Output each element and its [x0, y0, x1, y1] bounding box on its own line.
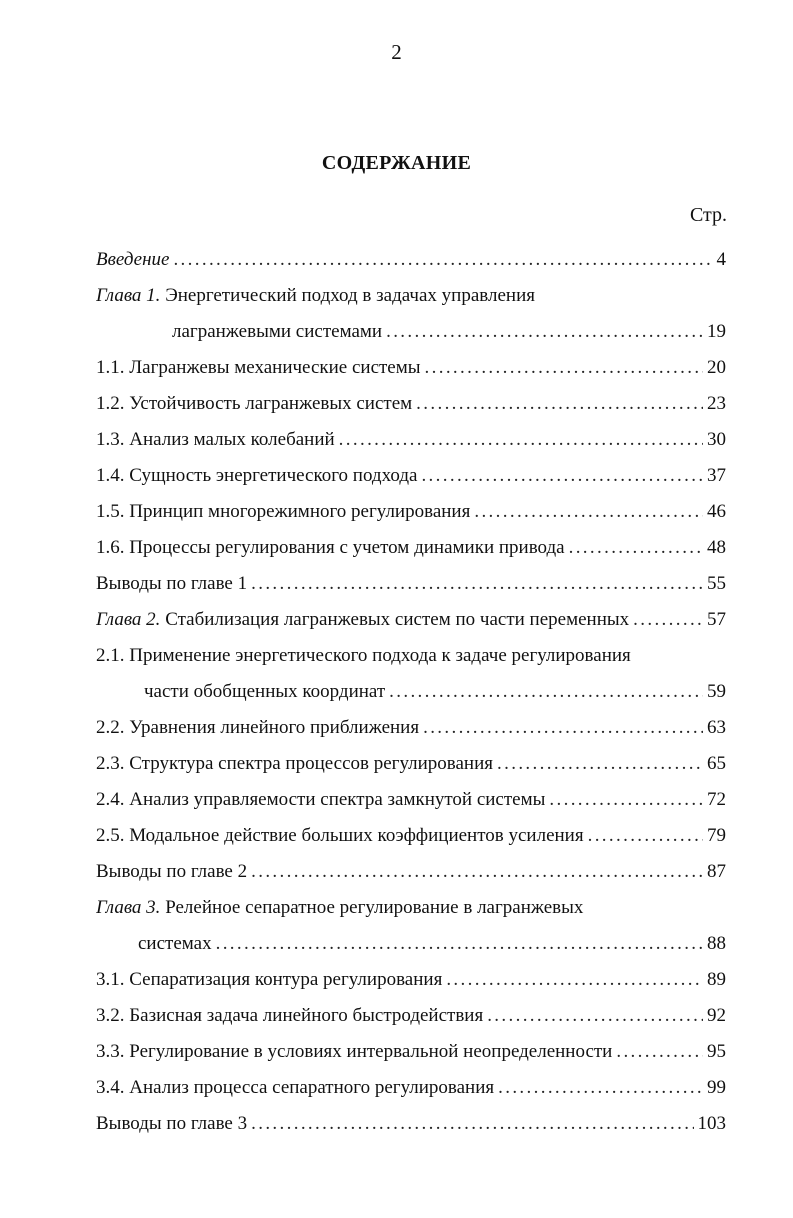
- toc-entry-label: 1.3. Анализ малых колебаний: [96, 429, 335, 450]
- toc-entry[interactable]: [96, 1074, 726, 1110]
- dot-leader: [498, 1074, 703, 1102]
- dot-leader: [474, 498, 703, 526]
- pages-column-label: Стр.: [689, 204, 727, 226]
- toc-entry[interactable]: [96, 426, 726, 462]
- toc-entry[interactable]: [96, 462, 726, 498]
- toc-entry-page: 48: [707, 537, 726, 558]
- toc-entry-label: 2.4. Анализ управляемости спектра замкнутой системы: [96, 789, 546, 810]
- dot-leader: [616, 1038, 703, 1066]
- dot-leader: [386, 318, 703, 346]
- toc-entry-first-line[interactable]: [96, 642, 726, 678]
- toc-entry-chapter-summary[interactable]: [96, 858, 726, 894]
- dot-leader: [251, 570, 703, 598]
- toc-entry-label: системах: [138, 933, 212, 954]
- toc-entry-page: 72: [707, 789, 726, 810]
- dot-leader: [216, 930, 703, 958]
- toc-entry[interactable]: [96, 390, 726, 426]
- dot-leader: [421, 462, 703, 490]
- toc-entry-label: 2.3. Структура спектра процессов регулирования: [96, 753, 494, 774]
- toc-entry-page: 30: [707, 429, 726, 450]
- toc-entry-page: 87: [707, 861, 726, 882]
- toc-entry-label: 3.1. Сепаратизация контура регулирования: [96, 969, 443, 990]
- toc-chapter-heading[interactable]: [96, 894, 726, 930]
- toc-entry-label: Выводы по главе 1: [96, 573, 248, 594]
- toc-entry-page: 88: [707, 933, 726, 954]
- toc-entry-label: 1.4. Сущность энергетического подхода: [96, 465, 418, 486]
- toc-entry[interactable]: [96, 966, 726, 1002]
- chapter-title: Стабилизация лагранжевых систем по части переменных: [160, 609, 630, 630]
- toc-entry-label: 1.6. Процессы регулирования с учетом динамики привода: [96, 537, 565, 558]
- page-number: 2: [391, 40, 402, 64]
- toc-entry-chapter-summary[interactable]: [96, 570, 726, 606]
- toc-entry-label: 2.2. Уравнения линейного приближения: [96, 717, 420, 738]
- table-of-contents: [96, 246, 726, 1146]
- chapter-prefix: Глава 1.: [96, 285, 161, 306]
- toc-entry-page: 95: [707, 1041, 726, 1062]
- toc-entry-page: 92: [707, 1005, 726, 1026]
- toc-entry-label: 3.2. Базисная задача линейного быстродействия: [96, 1005, 484, 1026]
- chapter-prefix: Глава 3.: [96, 897, 161, 918]
- toc-entry[interactable]: [96, 822, 726, 858]
- toc-entry-page: 89: [707, 969, 726, 990]
- chapter-prefix: Глава 2.: [96, 609, 161, 630]
- toc-entry-continuation[interactable]: [96, 930, 726, 966]
- toc-entry-label: 2.1. Применение энергетического подхода к задаче регулирования: [96, 645, 631, 666]
- toc-entry-label: Выводы по главе 2: [96, 861, 248, 882]
- toc-entry[interactable]: [96, 750, 726, 786]
- toc-entry-label: 1.5. Принцип многорежимного регулирования: [96, 501, 471, 522]
- toc-entry-label: 2.5. Модальное действие больших коэффициентов усиления: [96, 825, 584, 846]
- dot-leader: [251, 1110, 693, 1138]
- toc-entry-page: 46: [707, 501, 726, 522]
- dot-leader: [569, 534, 703, 562]
- toc-entry-page: 23: [707, 393, 726, 414]
- dot-leader: [389, 678, 703, 706]
- toc-entry-page: 63: [707, 717, 726, 738]
- toc-entry[interactable]: [96, 714, 726, 750]
- toc-entry-label: лагранжевыми системами: [172, 321, 383, 342]
- dot-leader: [633, 606, 703, 634]
- toc-entry[interactable]: [96, 1038, 726, 1074]
- toc-entry[interactable]: [96, 534, 726, 570]
- dot-leader: [423, 714, 703, 742]
- toc-title: СОДЕРЖАНИЕ: [321, 152, 472, 174]
- dot-leader: [549, 786, 703, 814]
- chapter-title: Энергетический подход в задачах управления: [160, 285, 535, 306]
- toc-entry-continuation[interactable]: [96, 318, 726, 354]
- toc-entry-label: 3.3. Регулирование в условиях интервальной неопределенности: [96, 1041, 613, 1062]
- toc-entry[interactable]: [96, 1002, 726, 1038]
- toc-chapter-heading[interactable]: [96, 282, 726, 318]
- toc-entry-page: 103: [697, 1113, 726, 1134]
- dot-leader: [446, 966, 703, 994]
- toc-entry-page: 20: [707, 357, 726, 378]
- dot-leader: [339, 426, 703, 454]
- toc-entry-label: части обобщенных координат: [144, 681, 386, 702]
- dot-leader: [497, 750, 703, 778]
- toc-entry-label: 3.4. Анализ процесса сепаратного регулирования: [96, 1077, 495, 1098]
- toc-entry-page: 59: [707, 681, 726, 702]
- toc-entry-page: 79: [707, 825, 726, 846]
- toc-entry-label: 1.2. Устойчивость лагранжевых систем: [96, 393, 413, 414]
- toc-entry-continuation[interactable]: [96, 678, 726, 714]
- toc-entry-page: 37: [707, 465, 726, 486]
- toc-entry-page: 55: [707, 573, 726, 594]
- toc-entry-page: 4: [716, 249, 726, 270]
- dot-leader: [425, 354, 703, 382]
- toc-entry-page: 65: [707, 753, 726, 774]
- toc-entry-page: 57: [707, 609, 726, 630]
- toc-entry-label: 1.1. Лагранжевы механические системы: [96, 357, 421, 378]
- toc-entry[interactable]: [96, 786, 726, 822]
- toc-entry[interactable]: [96, 354, 726, 390]
- dot-leader: [251, 858, 703, 886]
- toc-entry-chapter-summary[interactable]: [96, 1110, 726, 1146]
- chapter-title: Релейное сепаратное регулирование в лагранжевых: [160, 897, 584, 918]
- toc-entry-introduction[interactable]: [96, 246, 726, 282]
- toc-entry-label: Введение: [96, 249, 170, 270]
- dot-leader: [416, 390, 703, 418]
- toc-entry-page: 99: [707, 1077, 726, 1098]
- dot-leader: [588, 822, 703, 850]
- toc-chapter-heading[interactable]: [96, 606, 726, 642]
- toc-entry-page: 19: [707, 321, 726, 342]
- dot-leader: [173, 246, 712, 274]
- toc-entry-label: Выводы по главе 3: [96, 1113, 248, 1134]
- dot-leader: [487, 1002, 703, 1030]
- toc-entry[interactable]: [96, 498, 726, 534]
